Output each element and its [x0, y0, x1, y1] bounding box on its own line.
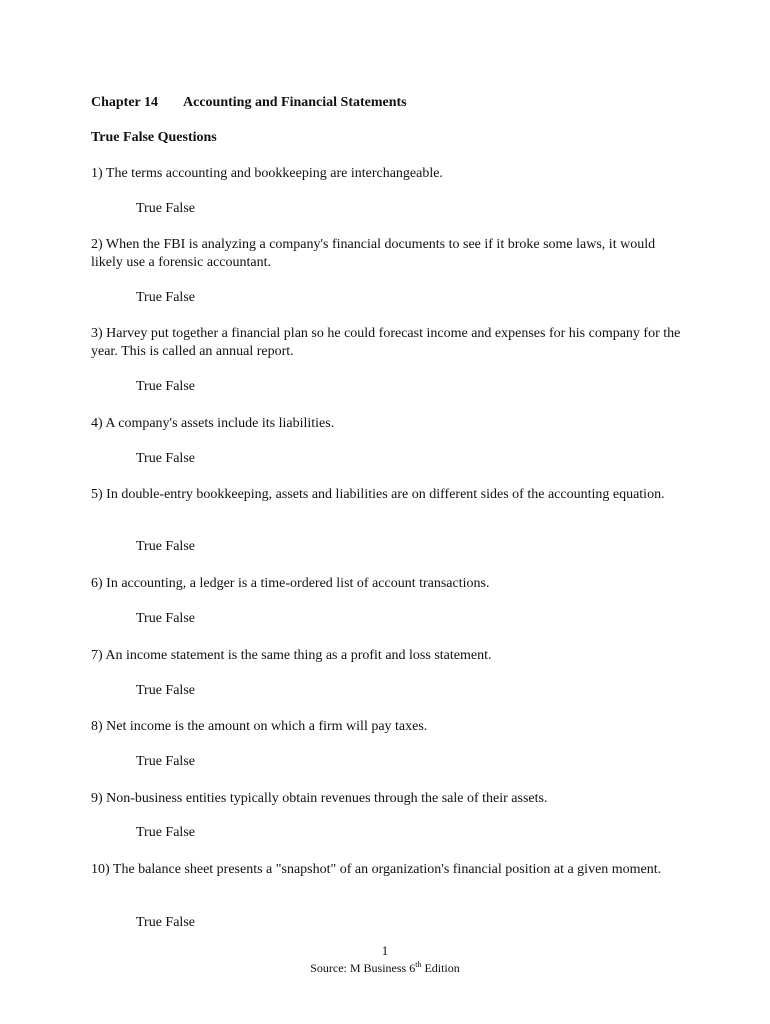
question-2: 2) When the FBI is analyzing a company's financial documents to see if it broke some laws, it would likely use a forensic accountant. [91, 237, 656, 270]
answer-options-1: True False [136, 201, 195, 216]
question-5: 5) In double-entry bookkeeping, assets and liabilities are on different sides of the accounting equation. [91, 487, 665, 502]
answer-options-9: True False [136, 825, 195, 840]
chapter-heading [91, 95, 407, 111]
source-superscript: th [415, 960, 422, 969]
source-text: Source: M Business 6 [310, 961, 416, 975]
page-number: 1 [381, 943, 389, 958]
answer-options-4: True False [136, 451, 195, 466]
question-8: 8) Net income is the amount on which a firm will pay taxes. [91, 719, 428, 734]
answer-options-2: True False [136, 290, 195, 305]
question-3: 3) Harvey put together a financial plan so he could forecast income and expenses for his company for the year. This is called an annual report. [91, 326, 681, 359]
answer-options-6: True False [136, 611, 195, 626]
question-6: 6) In accounting, a ledger is a time-ordered list of account transactions. [91, 576, 490, 591]
question-10: 10) The balance sheet presents a "snapshot" of an organization's financial position at a given moment. [91, 862, 662, 877]
answer-options-10: True False [136, 915, 195, 930]
answer-options-3: True False [136, 379, 195, 394]
question-1: 1) The terms accounting and bookkeeping are interchangeable. [91, 166, 443, 181]
answer-options-5: True False [136, 539, 195, 554]
section-heading: True False Questions [91, 130, 217, 145]
question-9: 9) Non-business entities typically obtain revenues through the sale of their assets. [91, 791, 548, 806]
question-4: 4) A company's assets include its liabilities. [91, 416, 335, 431]
chapter-title: Accounting and Financial Statements [183, 95, 407, 110]
source-citation [0, 961, 770, 976]
answer-options-8: True False [136, 754, 195, 769]
question-7: 7) An income statement is the same thing as a profit and loss statement. [91, 648, 492, 663]
chapter-number: Chapter 14 [91, 95, 159, 110]
answer-options-7: True False [136, 683, 195, 698]
source-edition: Edition [421, 961, 460, 975]
